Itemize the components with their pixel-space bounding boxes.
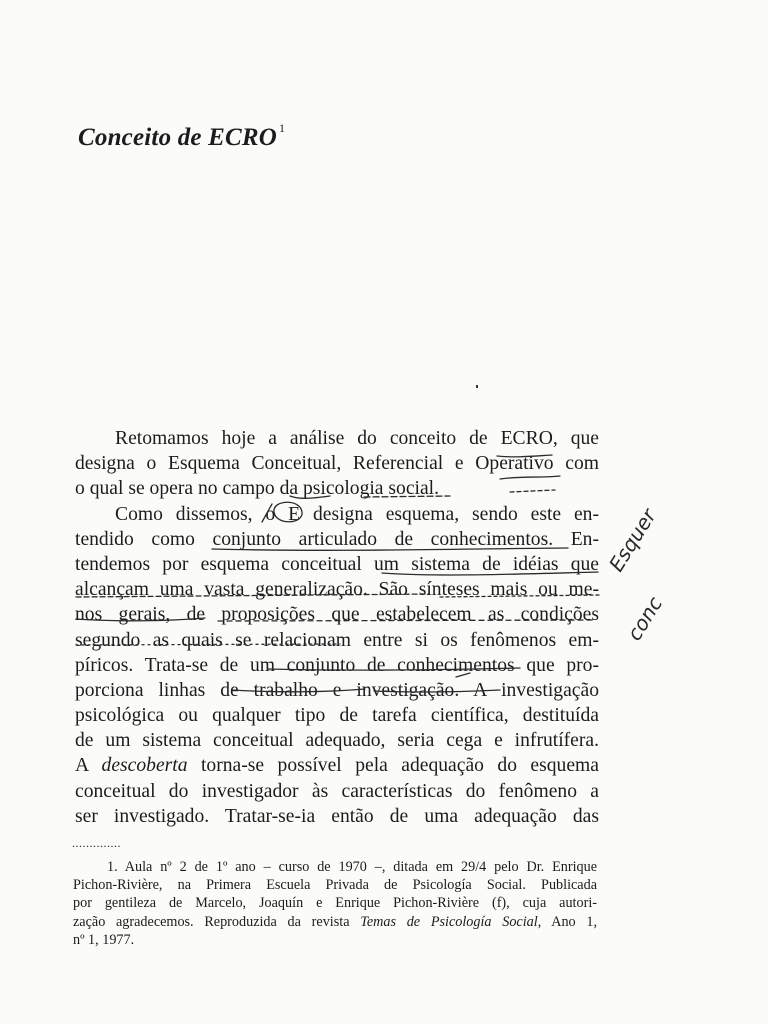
paragraph-line: tendido como conjunto articulado de conhecimentos. En-: [75, 528, 599, 550]
paragraph-line: de um sistema conceitual adequado, seria cega e infrutífera.: [75, 730, 599, 752]
footnote: [73, 858, 597, 949]
paragraph-line: ser investigado. Tratar-se-ia então de uma adequação das: [75, 805, 599, 827]
journal-suffix: , Ano 1,: [537, 913, 597, 930]
footnote-line: Pichon-Rivière, na Primera Escuela Privada de Psicología Social. Publicada: [73, 877, 597, 894]
handwritten-note: conc: [622, 592, 668, 645]
chapter-title: [78, 120, 286, 152]
line-rest: torna-se possível pela adequação do esquema: [200, 755, 599, 777]
line-prefix: A: [75, 755, 89, 777]
body-paragraphs: [75, 426, 599, 829]
chapter-title-text: Conceito de ECRO: [78, 124, 278, 151]
footnote-line: por gentileza de Marcelo, Joaquín e Enrique Pichon-Rivière (f), cuja autori-: [73, 895, 597, 912]
paragraph-line: designa o Esquema Conceitual, Referencial e Operativo com: [75, 453, 599, 475]
paragraph-line: psicológica ou qualquer tipo de tarefa científica, destituída: [75, 705, 599, 727]
footnote-separator: ..............: [72, 836, 121, 850]
paragraph-line: segundo as quais se relacionam entre si os fenômenos em-: [75, 629, 599, 651]
journal-title: Temas de Psicología Social: [360, 913, 538, 930]
paragraph-line: alcançam uma vasta generalização. São sínteses mais ou me-: [75, 579, 599, 601]
title-footnote-mark: 1: [279, 120, 286, 135]
paragraph-line-with-italic: [75, 753, 599, 778]
paragraph-line: porciona linhas de trabalho e investigação. A investigação: [75, 679, 599, 701]
paragraph-line: nos gerais, de proposições que estabelecem as condições: [75, 604, 599, 626]
footnote-text: zação agradecemos. Reproduzida da revista: [73, 913, 350, 930]
paragraph-line: conceitual do investigador às características do fenômeno a: [75, 780, 599, 802]
paragraph-line: Retomamos hoje a análise do conceito de ECRO, que: [115, 428, 599, 449]
paragraph-line: píricos. Trata-se de um conjunto de conhecimentos que pro-: [75, 654, 599, 676]
italic-term: descoberta: [101, 755, 188, 777]
paragraph-line: o qual se opera no campo da psicologia social.: [75, 478, 440, 500]
handwritten-note: Esquer: [604, 504, 661, 576]
paragraph-line: Como dissemos, o E designa esquema, sendo este en-: [115, 503, 599, 525]
scan-speck: [476, 385, 478, 388]
paragraph-line: tendemos por esquema conceitual um sistema de idéias que: [75, 553, 599, 575]
footnote-line-with-journal: [73, 913, 597, 931]
footnote-line: 1. Aula nº 2 de 1º ano – curso de 1970 –, ditada em 29/4 pelo Dr. Enrique: [107, 859, 597, 875]
footnote-line: nº 1, 1977.: [73, 931, 135, 948]
